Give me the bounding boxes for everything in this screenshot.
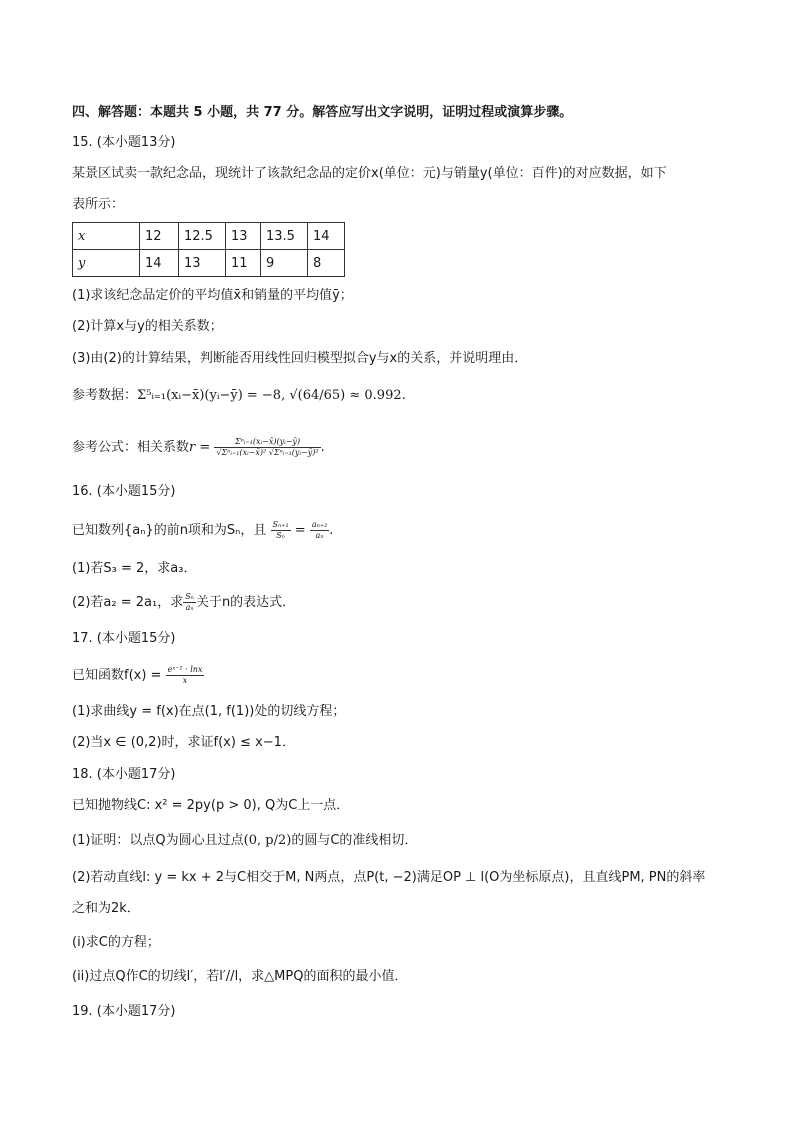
fraction-numerator: aₙ₊₂ xyxy=(311,520,328,529)
q19-title: 19. (本小题17分) xyxy=(72,1004,176,1019)
q16-part2 xyxy=(72,589,734,617)
table-cell: 13 xyxy=(179,250,226,277)
fraction-numerator: Sₙ xyxy=(185,592,194,601)
q18-part2-ii: (ii)过点Q作C的切线l′，若l′//l，求△MPQ的面积的最小值． xyxy=(72,969,408,984)
table-cell: x xyxy=(73,223,140,250)
table-cell: 11 xyxy=(226,250,261,277)
fraction-numerator: Sₙ₊₁ xyxy=(272,520,289,529)
q18-part1-text-b: 的圆与C的准线相切． xyxy=(291,833,418,848)
q17-title: 17. (本小题15分) xyxy=(72,631,176,646)
sum-ratio-fraction xyxy=(271,521,291,540)
correlation-formula-fraction xyxy=(214,438,320,457)
q15-part2: (2)计算x与y的相关系数； xyxy=(72,319,223,334)
fraction-denominator: Sₙ xyxy=(276,531,285,540)
q17-stem xyxy=(72,661,734,691)
table-cell: 14 xyxy=(308,223,345,250)
q16-stem-text: 已知数列{aₙ}的前n项和为Sₙ，且 xyxy=(72,523,267,538)
q18-stem: 已知抛物线C: x² = 2py(p > 0), Q为C上一点． xyxy=(72,798,350,813)
table-row xyxy=(73,250,345,277)
sum-over-term-fraction xyxy=(183,593,196,612)
fraction-denominator: aₙ xyxy=(185,603,194,612)
q15-part3: (3)由(2)的计算结果，判断能否用线性回归模型拟合y与x的关系，并说明理由． xyxy=(72,351,528,366)
fraction-denominator: aₙ xyxy=(315,531,324,540)
ref-formula-lhs: r = xyxy=(189,440,211,455)
q18-part1-text-a: (1)证明：以点Q为圆心且过点 xyxy=(72,833,244,848)
q18-title: 18. (本小题17分) xyxy=(72,767,176,782)
table-cell: 12 xyxy=(140,223,179,250)
fraction-numerator: eˣ⁻¹ · lnx xyxy=(167,665,203,674)
table-cell: 9 xyxy=(261,250,308,277)
q17-part1: (1)求曲线y = f(x)在点(1, f(1))处的切线方程； xyxy=(72,704,346,719)
table-cell: 8 xyxy=(308,250,345,277)
fraction-denominator: √Σⁿᵢ₌₁(xᵢ−x̄)² √Σⁿᵢ₌₁(yᵢ−ȳ)² xyxy=(216,448,319,457)
q18-part2-i: (i)求C的方程； xyxy=(72,935,160,950)
term-ratio-fraction xyxy=(310,521,329,540)
q16-part2-text-b: 关于n的表达式． xyxy=(195,595,296,610)
q15-ref-data xyxy=(72,387,734,405)
table-row xyxy=(73,223,345,250)
table-cell: 13 xyxy=(226,223,261,250)
section-header: 四、解答题：本题共 5 小题，共 77 分。解答应写出文字说明，证明过程或演算步骤。 xyxy=(72,105,573,120)
q18-part1 xyxy=(72,829,734,853)
table-cell: y xyxy=(73,250,140,277)
ref-data-label: 参考数据： xyxy=(72,388,138,403)
ref-formula-label: 参考公式：相关系数 xyxy=(72,440,190,455)
table-cell: 14 xyxy=(140,250,179,277)
table-cell: 13.5 xyxy=(261,223,308,250)
q15-stem-line1: 某景区试卖一款纪念品，现统计了该款纪念品的定价x(单位：元)与销量y(单位：百件)的对应数据，如下 xyxy=(72,166,667,181)
q18-part2-line2: 之和为2k． xyxy=(72,901,140,916)
q16-title: 16. (本小题15分) xyxy=(72,484,176,499)
fraction-denominator: x xyxy=(182,676,188,685)
function-fraction xyxy=(166,666,205,685)
q15-stem-line2: 表所示： xyxy=(72,197,125,212)
q18-part2-line1: (2)若动直线l: y = kx + 2与C相交于M, N两点，点P(t, −2)满足OP ⊥ l(O为坐标原点)，且直线PM, PN的斜率 xyxy=(72,870,706,885)
fraction-numerator: Σⁿᵢ₌₁(xᵢ−x̄)(yᵢ−ȳ) xyxy=(214,438,320,448)
q15-ref-formula: 参考公式：相关系数r = $\frac{\text{Σⁿᵢ₌₁(xᵢ−x̄)(yᵢ−ȳ)}}{\text{√Σⁿᵢ₌₁(xᵢ−x̄)² √Σⁿᵢ₌₁(yᵢ−ȳ)²}}$ . xyxy=(72,437,325,457)
q16-part1: (1)若S₃ = 2，求a₃． xyxy=(72,561,197,576)
q15-part1: (1)求该纪念品定价的平均值x̄和销量的平均值ȳ； xyxy=(72,288,353,303)
q15-title: 15. (本小题13分) xyxy=(72,135,176,150)
q17-stem-text: 已知函数f(x) = xyxy=(72,668,162,683)
q17-part2: (2)当x ∈ (0,2)时，求证f(x) ≤ x−1． xyxy=(72,735,295,750)
tangent-point: (0, p/2) xyxy=(243,833,292,848)
q16-stem: 已知数列{aₙ}的前n项和为Sₙ，且 $\frac{\text{Sₙ₊₁}}{\text{Sₙ}}$ = $\frac{\text{aₙ₊₂}}{\text{aₙ}}$ . xyxy=(72,520,334,540)
price-sales-table xyxy=(72,222,345,277)
table-cell: 12.5 xyxy=(179,223,226,250)
q16-part2-text-a: (2)若a₂ = 2a₁，求 xyxy=(72,595,184,610)
ref-data-formula: Σ⁵ᵢ₌₁(xᵢ−x̄)(yᵢ−ȳ) = −8, √(64/65) ≈ 0.992. xyxy=(137,388,406,403)
